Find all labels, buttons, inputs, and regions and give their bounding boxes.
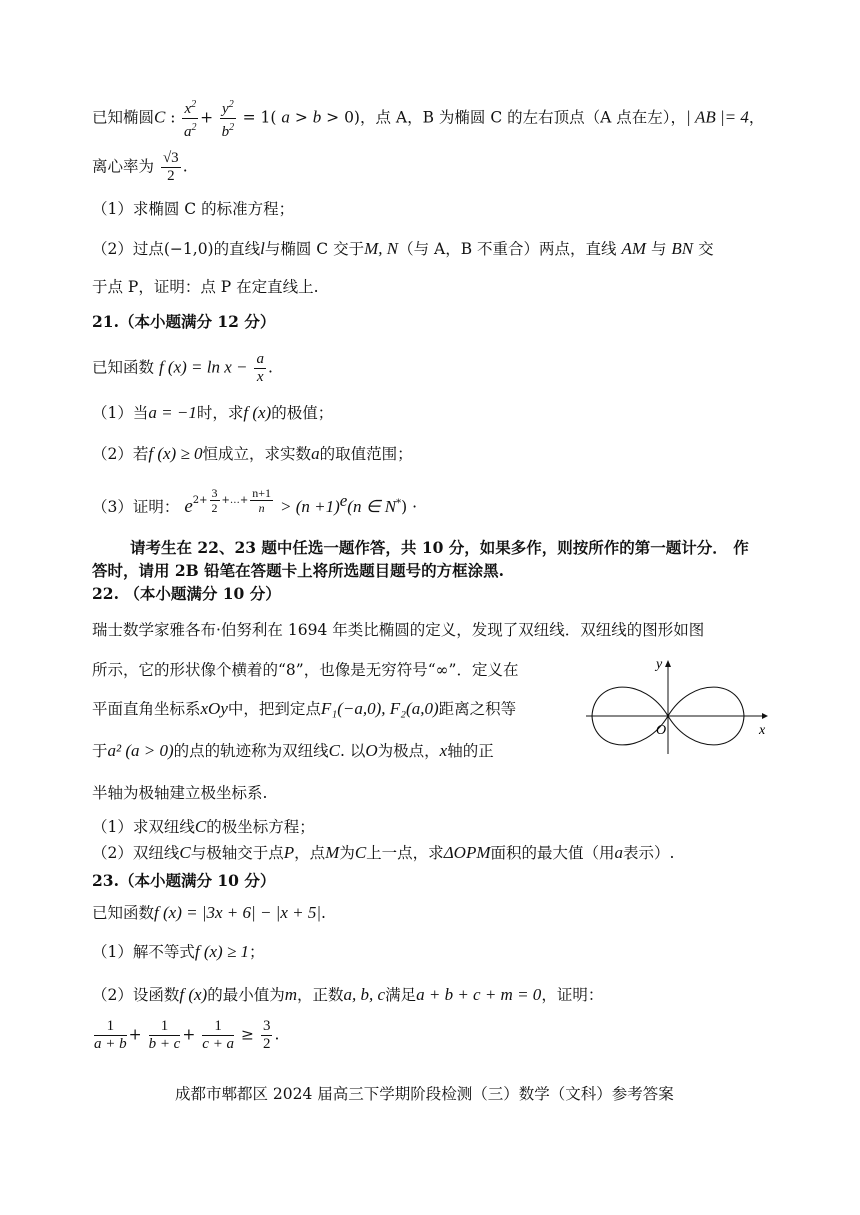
ellipse-label: C xyxy=(154,107,166,127)
frac-1-c-plus-a: $\frac{1}{c + a}$ xyxy=(202,1018,235,1052)
ecc-end: . xyxy=(182,157,188,176)
answer-key-title: 成都市郫都区 2024 届高三下学期阶段检测（三）数学（文科）参考答案 xyxy=(175,1085,674,1103)
q20-intro-text: 已知椭圆 xyxy=(92,108,155,127)
q20-eccentricity-line xyxy=(92,150,188,185)
q22-line5: 半轴为极轴建立极坐标系. xyxy=(92,784,268,802)
q20-intro-line: 已知椭圆C : $\frac{x^2}{a^2}$ + $\frac{y^2}{b^2}$ = 1( a > b > 0)，点 A，B 为椭圆 C 的左右顶点（A 点在左），| AB |= 4， xyxy=(92,96,764,141)
y-axis-arrow xyxy=(665,660,671,667)
q23-function-line: 已知函数f (x) = |3x + 6| − |x + 5|. xyxy=(92,903,326,922)
q21-part2: （2）若f (x) ≥ 0恒成立，求实数a的取值范围； xyxy=(92,444,413,463)
q23-part1: （1）解不等式f (x) ≥ 1； xyxy=(92,942,265,961)
point-neg1-0: (−1,0) xyxy=(163,240,214,258)
frac-3-2: $\frac{3}{2}$ xyxy=(262,1018,271,1052)
instructions-line1: 请考生在 22、23 题中任选一题作答，共 10 分，如果多作，则按所作的第一题计分． 作 xyxy=(130,538,749,557)
q20-part2-cont: 于点 P，证明：点 P 在定直线上. xyxy=(92,278,319,296)
q23-inequality: $\frac{1}{a + b}$ + $\frac{1}{b + c}$ + $\frac{1}{c + a}$ ≥ $\frac{3}{2}$ . xyxy=(94,1018,280,1052)
x-axis-arrow xyxy=(762,713,768,719)
q21-part1: （1）当a = −1时，求f (x)的极值； xyxy=(92,403,334,422)
x2-a2-fraction: $\frac{x^2}{a^2}$ xyxy=(182,96,198,141)
eccentricity-fraction: $\frac{√3}{2}$ xyxy=(162,150,179,184)
y2-b2-fraction: $\frac{y^2}{b^2}$ xyxy=(220,96,236,141)
q20-part1: （1）求椭圆 C 的标准方程； xyxy=(92,200,295,218)
q22-line4: 于a² (a > 0)的点的轨迹称为双纽线C. 以O为极点，x轴的正 xyxy=(92,741,494,760)
a-over-x-fraction: $\frac{a}{x}$ xyxy=(256,351,264,385)
q22-line2: 所示，它的形状像个横着的“8”，也像是无穷符号“∞”．定义在 xyxy=(92,661,519,679)
q22-part1: （1）求双纽线C的极坐标方程； xyxy=(92,817,315,836)
q23-heading: 23.（本小题满分 10 分） xyxy=(92,871,276,890)
frac-1-b-plus-c: $\frac{1}{b + c}$ xyxy=(148,1018,181,1052)
q21-part3: （3）证明： e2+ $\frac{3}{2}$ +…+ $\frac{n+1}{n}$ > $(n +1)^e(n$ ∈ N*) · xyxy=(92,486,418,517)
q22-line3: 平面直角坐标系xOy中，把到定点F₁(−a,0), F₂(a,0)距离之积等 xyxy=(92,699,517,718)
x-axis-label: x xyxy=(759,723,766,738)
origin-label: O xyxy=(656,723,667,738)
ecc-prefix: 离心率为 xyxy=(92,157,155,176)
q21-function-line: 已知函数 f (x) = ln x − $\frac{a}{x}$ . xyxy=(92,351,273,385)
frac-1-a-plus-b: $\frac{1}{a + b}$ xyxy=(94,1018,127,1052)
q20-part2: （2）过点(−1,0)的直线l与椭圆 C 交于M, N（与 A，B 不重合）两点，直线 AM 与 BN 交 xyxy=(92,239,714,258)
exponent: 2+ $\frac{3}{2}$ +…+ $\frac{n+1}{n}$ xyxy=(192,486,272,515)
q20-intro-text-2: ，点 A，B 为椭圆 C 的左右顶点（A 点在左）， xyxy=(359,108,687,127)
q22-heading: 22. （本小题满分 10 分） xyxy=(92,584,281,603)
instructions-line2: 答时，请用 2B 铅笔在答题卡上将所选题目题号的方框涂黑. xyxy=(92,561,505,580)
q21-heading: 21.（本小题满分 12 分） xyxy=(92,312,276,331)
q22-part2: （2）双纽线C与极轴交于点P，点M为C上一点，求ΔOPM面积的最大值（用a表示）. xyxy=(92,843,675,862)
q23-part2: （2）设函数f (x)的最小值为m，正数a, b, c满足a + b + c + m = 0，证明： xyxy=(92,985,604,1004)
ab-length: | AB |= 4 xyxy=(686,107,749,127)
lemniscate-graph xyxy=(582,654,772,758)
y-axis-label: y xyxy=(656,657,663,672)
q22-line1: 瑞士数学家雅各布·伯努利在 1694 年类比椭圆的定义，发现了双纽线．双纽线的图形如图 xyxy=(92,621,705,639)
